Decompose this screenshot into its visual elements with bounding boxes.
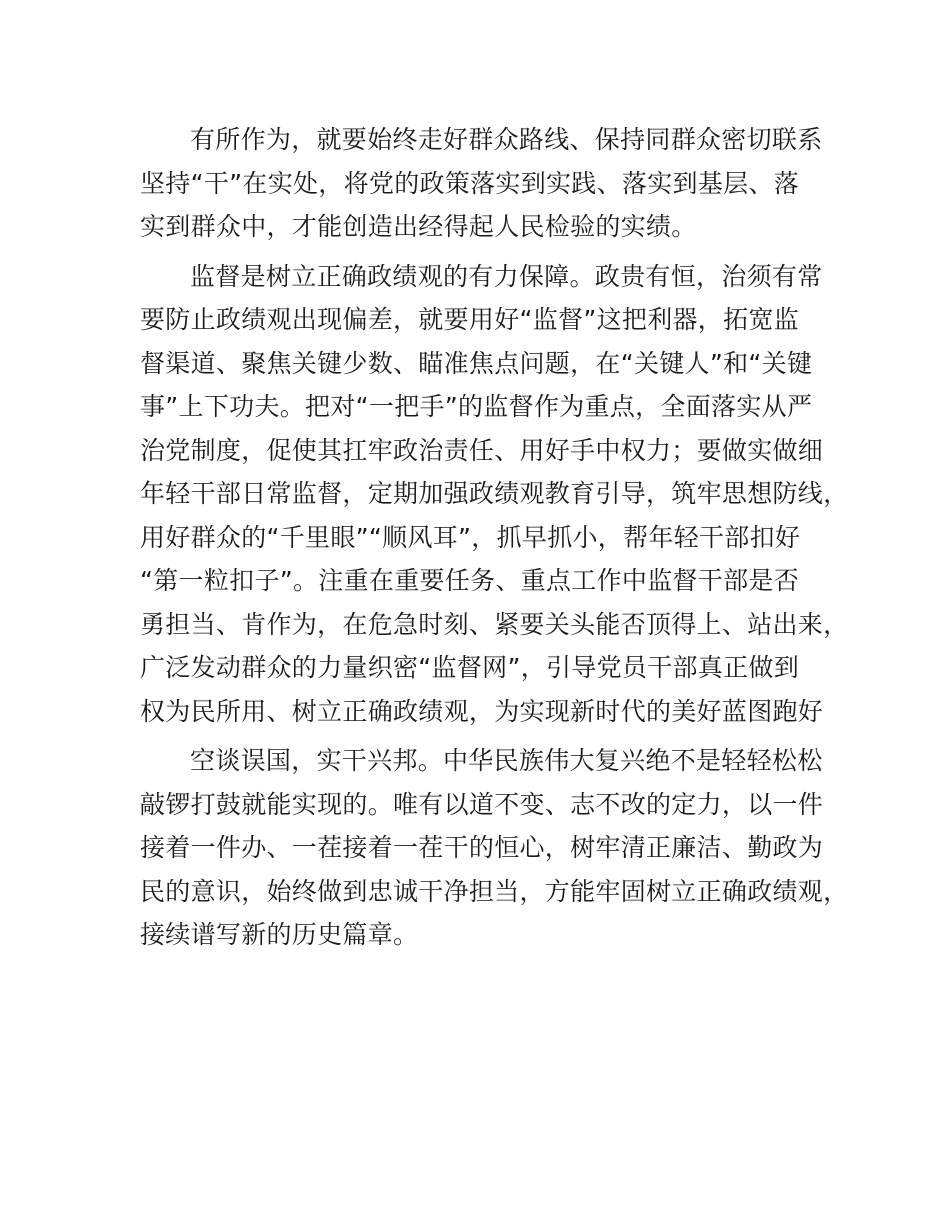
paragraph-line: 权为民所用、树立正确政绩观，为实现新时代的美好蓝图跑好 <box>140 696 824 726</box>
paragraph-line: 勇担当、肯作为，在危急时刻、紧要关头能否顶得上、站出来， <box>140 609 849 639</box>
paragraph-line: 年轻干部日常监督，定期加强政绩观教育引导，筑牢思想防线， <box>140 479 849 508</box>
paragraph-line: 广泛发动群众的力量织密“监督网”，引导党员干部真正做到 <box>140 653 800 682</box>
paragraph-line: 接续谱写新的历史篇章。 <box>140 920 419 949</box>
paragraph-line: 用好群众的“千里眼”“顺风耳”，抓早抓小，帮年轻干部扣好 <box>140 522 801 552</box>
paragraph-line: 民的意识，始终做到忠诚干净担当，方能牢固树立正确政绩观， <box>140 876 849 906</box>
paragraph-line: 空谈误国，实干兴邦。中华民族伟大复兴绝不是轻轻松松 <box>190 746 823 775</box>
paragraph-line: 监督是树立正确政绩观的有力保障。政贵有恒，治须有常 <box>190 261 823 291</box>
paragraph-line: 要防止政绩观出现偏差，就要用好“监督”这把利器，拓宽监 <box>140 305 800 334</box>
paragraph-line: “第一粒扣子”。注重在重要任务、重点工作中监督干部是否 <box>140 566 800 595</box>
paragraph-line: 实到群众中，才能创造出经得起人民检验的实绩。 <box>140 212 697 241</box>
paragraph-line: 督渠道、聚焦关键少数、瞄准焦点问题，在“关键人”和“关键 <box>140 348 813 378</box>
paragraph-3 <box>140 739 849 957</box>
paragraph-line: 敲锣打鼓就能实现的。唯有以道不变、志不改的定力，以一件 <box>140 789 824 819</box>
paragraph-1 <box>140 118 840 249</box>
paragraph-line: 接着一件办、一茬接着一茬干的恒心，树牢清正廉洁、勤政为 <box>140 833 824 862</box>
paragraph-line: 有所作为，就要始终走好群众路线、保持同群众密切联系 <box>190 125 823 154</box>
paragraph-2 <box>140 255 849 734</box>
document-body <box>140 118 849 957</box>
paragraph-line: 坚持“干”在实处，将党的政策落实到实践、落实到基层、落 <box>140 168 800 198</box>
paragraph-line: 治党制度，促使其扛牢政治责任、用好手中权力；要做实做细 <box>140 435 824 465</box>
paragraph-line: 事”上下功夫。把对“一把手”的监督作为重点，全面落实从严 <box>140 392 813 421</box>
